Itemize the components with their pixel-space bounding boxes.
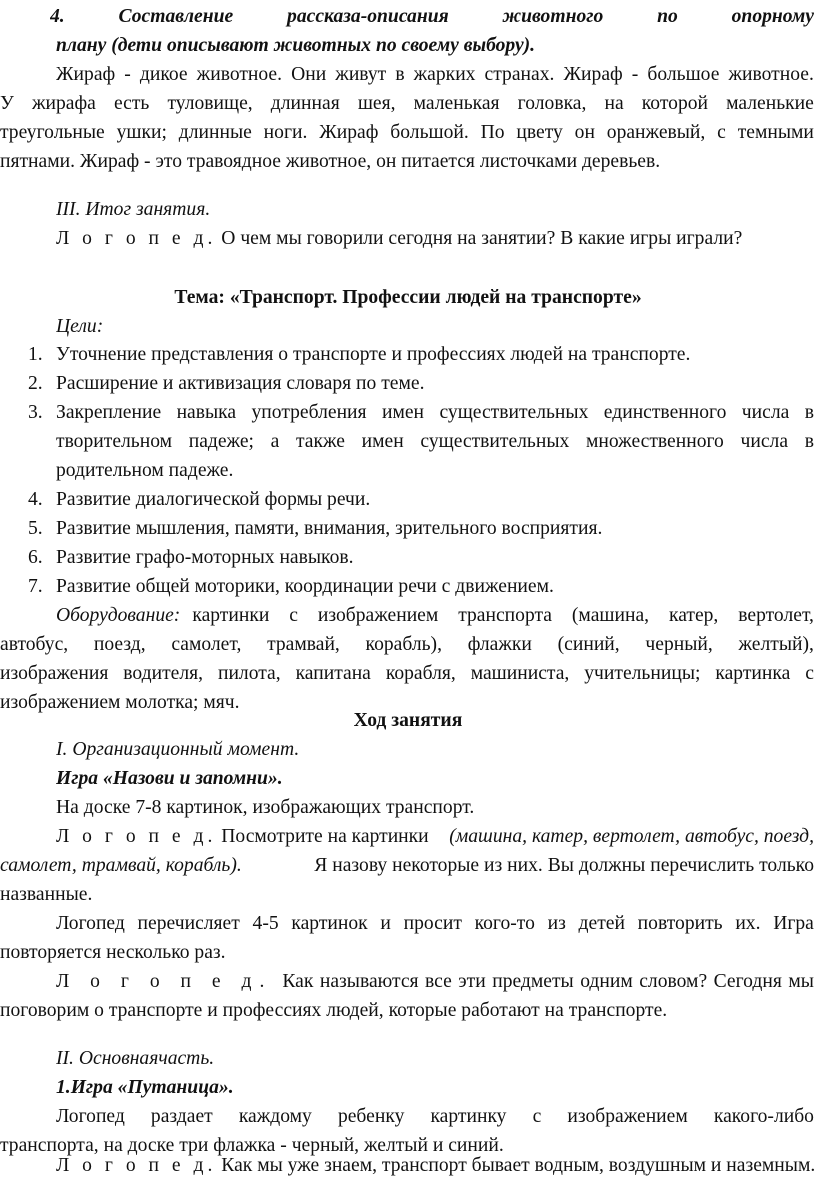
- hand-line1: [56, 1102, 814, 1131]
- word: ноги.: [263, 122, 308, 143]
- word: рассказа-описания: [287, 6, 449, 27]
- word: большое: [647, 64, 720, 85]
- topic-title: Тема: «Транспорт. Профессии людей на транспорте»: [174, 287, 642, 308]
- word: животное.: [728, 64, 814, 85]
- word: Логопед: [56, 913, 125, 934]
- ask-line2: поговорим о транспорте и профессиях людей, которые работают на транспорте.: [0, 1000, 668, 1021]
- word: имен: [361, 431, 404, 452]
- speaker-label: Л о г о п е д.: [56, 228, 217, 249]
- word: называются: [319, 971, 419, 992]
- word: и: [380, 913, 391, 934]
- word: поезд,: [93, 634, 146, 655]
- summary-question-text: О чем мы говорили сегодня на занятии? В какие игры играли?: [221, 228, 743, 249]
- goal-text-line1: [56, 398, 814, 427]
- goal-number: 3.: [28, 402, 43, 423]
- main-part-heading: II. Основнаячасть.: [56, 1048, 215, 1069]
- section4-heading-line1: [50, 2, 814, 31]
- word: числа: [741, 402, 790, 423]
- word: У: [0, 93, 14, 114]
- word: шея,: [357, 93, 396, 114]
- word: Сегодня: [713, 971, 782, 992]
- word: трамвай,: [267, 634, 340, 655]
- goal-item-2: [0, 369, 816, 398]
- word: картинки: [192, 605, 270, 626]
- word: длинная: [270, 93, 340, 114]
- hand-line2: транспорта, на доске три флажка - черный, желтый и синий.: [0, 1135, 504, 1156]
- goal-number: 1.: [28, 344, 43, 365]
- word: по: [657, 6, 678, 27]
- word: ушки;: [116, 122, 167, 143]
- word: головка,: [517, 93, 587, 114]
- word: просит: [403, 913, 462, 934]
- goal-text: Развитие диалогической формы речи.: [56, 489, 371, 510]
- word: Игра: [773, 913, 814, 934]
- word: цвету: [516, 122, 563, 143]
- equipment-label: Оборудование:: [56, 605, 181, 626]
- word: картинку: [430, 1106, 507, 1127]
- word: одним: [580, 971, 633, 992]
- game1-title: Игра «Назови и запомни».: [56, 768, 283, 789]
- word: перечисляет: [137, 913, 240, 934]
- word: творительном: [56, 431, 173, 452]
- goal-text: Развитие общей моторики, координации речи с движением.: [56, 576, 554, 597]
- word: -: [124, 64, 131, 85]
- word: жирафа: [31, 93, 96, 114]
- word: в: [804, 402, 814, 423]
- look-list-italic: самолет, трамвай, корабль).: [0, 855, 242, 876]
- word: какого-либо: [713, 1106, 814, 1127]
- word: учительницы;: [584, 663, 701, 684]
- word: числа: [740, 431, 789, 452]
- word: дикое: [139, 64, 188, 85]
- board-text: На доске 7-8 картинок, изображающих транспорт.: [56, 797, 475, 818]
- word: Как: [282, 971, 314, 992]
- word: единственного: [603, 402, 727, 423]
- goal-text: Развитие графо-моторных навыков.: [56, 547, 354, 568]
- ask-line1: [56, 967, 814, 996]
- look-instruction: Я назову некоторые из них. Вы должны перечислить только: [314, 855, 814, 876]
- word: повторить: [637, 913, 723, 934]
- word: -: [631, 64, 639, 85]
- word: ребенку: [337, 1106, 405, 1127]
- word: множественного: [585, 431, 724, 452]
- goal-item-1: [0, 340, 816, 369]
- word: а: [270, 431, 280, 452]
- word: темными: [737, 122, 814, 143]
- section4-heading-line2: плану (дети описывают животных по своему выбору).: [56, 35, 536, 56]
- word: их.: [735, 913, 761, 934]
- word: он: [574, 122, 595, 143]
- word: длинные: [178, 122, 252, 143]
- goal-item-7: [0, 572, 816, 601]
- goal-text-line2: [56, 427, 814, 456]
- summary-heading: III. Итог занятия.: [56, 199, 211, 220]
- goal-number: 4.: [28, 489, 43, 510]
- word: машиниста,: [470, 663, 570, 684]
- word: транспорта: [458, 605, 552, 626]
- goal-item-4: [0, 485, 816, 514]
- speaker-label-spaced: Л о г о п е д.: [56, 971, 273, 992]
- word: с: [717, 122, 726, 143]
- word: живут: [335, 64, 387, 85]
- word: Жираф: [563, 64, 623, 85]
- giraffe-paragraph-line1: [56, 60, 814, 89]
- word: навыка: [176, 402, 237, 423]
- word: водителя,: [123, 663, 204, 684]
- word: маленькая: [413, 93, 500, 114]
- word: катер,: [668, 605, 719, 626]
- word: Они: [291, 64, 327, 85]
- goal-text: Расширение и активизация словаря по теме.: [56, 373, 425, 394]
- word: употребления: [251, 402, 367, 423]
- giraffe-paragraph-line2: [0, 89, 814, 118]
- look-line3: названные.: [0, 884, 93, 905]
- word: Закрепление: [56, 402, 162, 423]
- look-line1: [56, 822, 814, 851]
- word: детей: [578, 913, 625, 934]
- word: эти: [458, 971, 486, 992]
- giraffe-paragraph-line4: пятнами. Жираф - это травоядное животное, он питается листочками деревьев.: [0, 151, 661, 172]
- giraffe-paragraph-line3: [0, 118, 814, 147]
- look-text: Посмотрите на картинки: [221, 826, 429, 847]
- word: пилота,: [217, 663, 281, 684]
- word: в: [804, 431, 814, 452]
- goal-number: 2.: [28, 373, 43, 394]
- goal-text: Уточнение представления о транспорте и профессиях людей на транспорте.: [56, 344, 691, 365]
- last-text: Как мы уже знаем, транспорт бывает водным, воздушным и наземным.: [221, 1155, 816, 1176]
- word: автобус,: [0, 634, 69, 655]
- word: все: [425, 971, 452, 992]
- word: большой.: [390, 122, 469, 143]
- word: мы: [788, 971, 814, 992]
- equipment-line2: [0, 630, 814, 659]
- word: также: [296, 431, 345, 452]
- word: (синий,: [557, 634, 620, 655]
- word: 4-5: [252, 913, 279, 934]
- equipment-line4: изображением молотка; мяч.: [0, 692, 240, 713]
- word: имен: [381, 402, 425, 423]
- word: туловище,: [167, 93, 253, 114]
- word: жарких: [413, 64, 476, 85]
- word: маленькие: [726, 93, 814, 114]
- equipment-words: [192, 601, 814, 630]
- word: корабль),: [365, 634, 442, 655]
- word: изображением: [317, 605, 439, 626]
- repeat-line1: [56, 909, 814, 938]
- word: (машина,: [571, 605, 650, 626]
- ask-words: [282, 967, 814, 996]
- word: капитана: [295, 663, 371, 684]
- equipment-line3: [0, 659, 814, 688]
- word: животного: [502, 6, 604, 27]
- word: самолет,: [171, 634, 242, 655]
- last-line: [56, 1151, 816, 1180]
- word: Логопед: [56, 1106, 125, 1127]
- goal-item-5: [0, 514, 816, 543]
- word: флажки: [467, 634, 532, 655]
- word: Составление: [118, 6, 234, 27]
- word: с: [532, 1106, 542, 1127]
- word: животное.: [196, 64, 283, 85]
- word: Жираф: [56, 64, 116, 85]
- word: изображением: [567, 1106, 688, 1127]
- goal-item-6: [0, 543, 816, 572]
- word: желтый),: [738, 634, 814, 655]
- goal-number: 7.: [28, 576, 43, 597]
- word: картинка: [715, 663, 791, 684]
- word: картинок: [291, 913, 368, 934]
- word: из: [547, 913, 566, 934]
- goal-text: Развитие мышления, памяти, внимания, зрительного восприятия.: [56, 518, 603, 539]
- word: кого-то: [474, 913, 535, 934]
- word: с: [289, 605, 298, 626]
- word: опорному: [731, 6, 814, 27]
- goal-number: 5.: [28, 518, 43, 539]
- goal-text-line3: родительном падеже.: [56, 460, 234, 481]
- word: предметы: [492, 971, 574, 992]
- goal-number: 6.: [28, 547, 43, 568]
- word: изображения: [0, 663, 109, 684]
- word: которой: [641, 93, 709, 114]
- speaker-label: Л о г о п е д.: [56, 1155, 217, 1176]
- look-line2: [0, 851, 814, 880]
- summary-question-line: [56, 224, 816, 253]
- word: корабля,: [385, 663, 456, 684]
- word: черный,: [645, 634, 713, 655]
- speaker-label: Л о г о п е д.: [56, 826, 217, 847]
- game2-title: 1.Игра «Путаница».: [56, 1077, 234, 1098]
- org-moment-heading: I. Организационный момент.: [56, 739, 300, 760]
- word: с: [805, 663, 814, 684]
- word: падеже;: [188, 431, 254, 452]
- word: в: [395, 64, 405, 85]
- word: странах.: [484, 64, 555, 85]
- word: Жираф: [319, 122, 379, 143]
- word: вертолет,: [738, 605, 814, 626]
- goals-label: Цели:: [56, 316, 104, 337]
- word: есть: [113, 93, 150, 114]
- word: оранжевый,: [606, 122, 706, 143]
- word: каждому: [238, 1106, 312, 1127]
- repeat-line2: повторяется несколько раз.: [0, 942, 226, 963]
- word: словом?: [639, 971, 708, 992]
- word: существительных: [420, 431, 570, 452]
- word: существительных: [439, 402, 589, 423]
- lesson-title: Ход занятия: [353, 710, 463, 731]
- look-parenthetical: (машина, катер, вертолет, автобус, поезд,: [449, 826, 814, 847]
- word: По: [480, 122, 505, 143]
- word: треугольные: [0, 122, 105, 143]
- word: 4.: [50, 6, 65, 27]
- equipment-line1: [56, 601, 814, 630]
- word: раздает: [150, 1106, 213, 1127]
- word: на: [604, 93, 624, 114]
